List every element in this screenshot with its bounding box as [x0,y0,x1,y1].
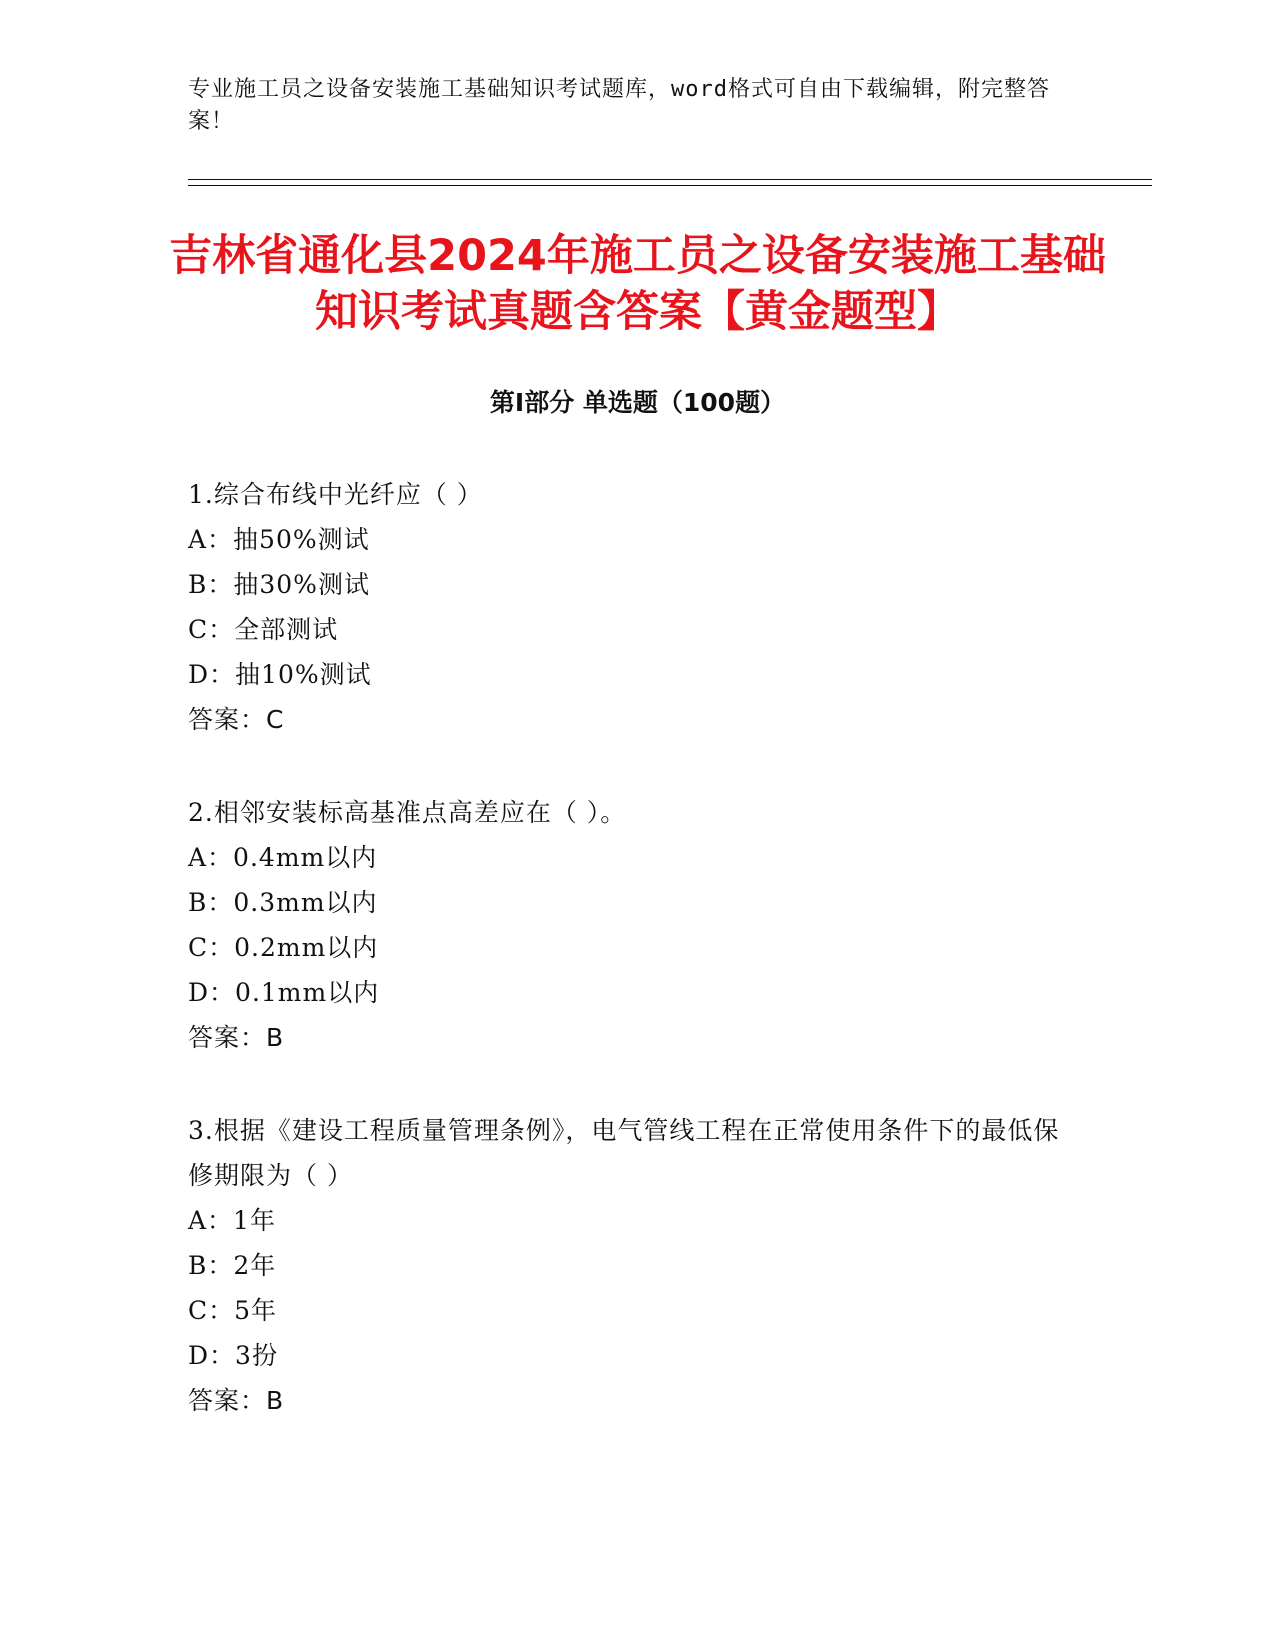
option-c: C：0.2mm以内 [188,933,379,962]
option-b: B：0.3mm以内 [188,888,378,917]
question-3 [188,1108,1068,1423]
option-b: B：抽30%测试 [188,570,370,599]
question-1 [188,472,1068,742]
answer: 答案：B [188,1023,285,1052]
header-note: 专业施工员之设备安装施工基础知识考试题库，word格式可自由下载编辑，附完整答案！ [188,77,1050,134]
document-title: 吉林省通化县2024年施工员之设备安装施工基础知识考试真题含答案【黄金题型】 [169,231,1106,337]
question-text: 3.根据《建设工程质量管理条例》，电气管线工程在正常使用条件下的最低保修期限为（ ） [188,1116,1060,1190]
section-title: 第I部分 单选题（100题） [489,388,786,417]
header-divider-top [188,179,1152,180]
question-text: 2.相邻安装标高基准点高差应在（ ）。 [188,798,627,827]
option-d: D：0.1mm以内 [188,978,380,1007]
answer: 答案：C [188,705,285,734]
option-a: A：抽50%测试 [188,525,370,554]
option-d: D：3扮 [188,1341,278,1370]
option-b: B：2年 [188,1251,277,1280]
option-a: A：1年 [188,1206,276,1235]
option-c: C：5年 [188,1296,278,1325]
answer: 答案：B [188,1386,285,1415]
option-a: A：0.4mm以内 [188,843,378,872]
option-d: D：抽10%测试 [188,660,372,689]
header-divider-bottom [188,185,1152,186]
option-c: C：全部测试 [188,615,339,644]
question-text: 1.综合布线中光纤应（ ） [188,480,483,509]
question-2 [188,790,1068,1060]
